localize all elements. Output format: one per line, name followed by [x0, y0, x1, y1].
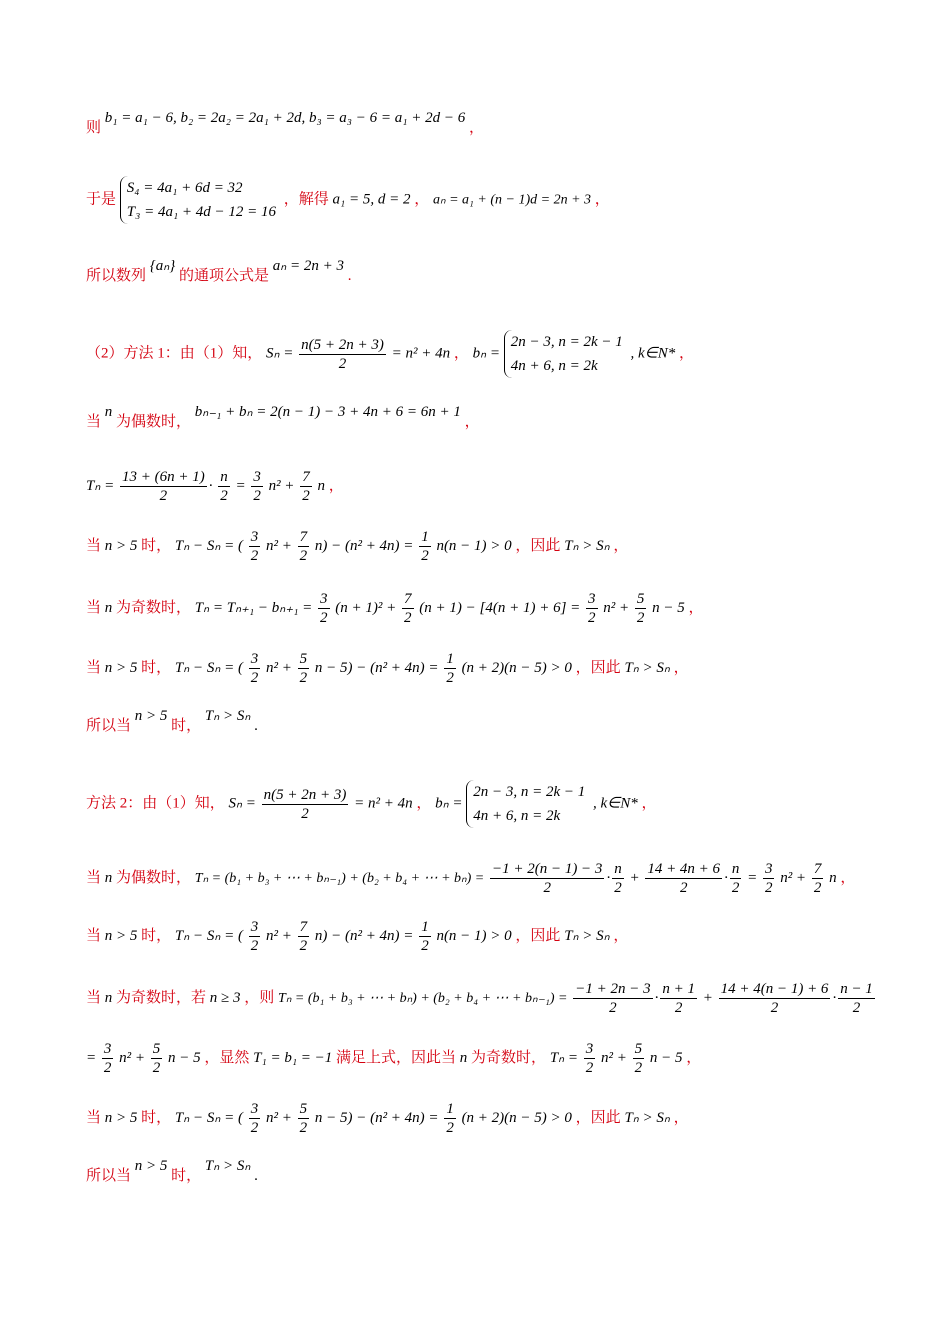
line-4-label: （2）方法 1：由（1）知， [86, 345, 263, 362]
line-16-label: 当 [86, 1109, 102, 1126]
fraction [249, 650, 261, 687]
fraction [635, 590, 647, 627]
fraction-numerator: n(5 + 2n + 3) [301, 336, 384, 353]
line-3-mid: 的通项公式是 [179, 268, 270, 284]
fraction [444, 650, 456, 687]
equals-sign: = [235, 477, 246, 494]
line-11-math: Sₙ = [228, 795, 256, 812]
result: Tₙ > Sₙ [624, 659, 670, 676]
fraction-numerator: 3 [585, 1041, 594, 1057]
line-4-tail: ， [679, 345, 695, 362]
line-11-label: 方法 2：由（1）知， [86, 795, 225, 812]
fraction [298, 650, 310, 687]
term: (n + 2)(n − 5) > 0 [461, 659, 572, 676]
line-12-label: 当 [86, 869, 102, 886]
line-7-mid: 时， [141, 537, 172, 554]
line-2-mid: ，解得 [283, 191, 329, 208]
condition: n > 5 [134, 1158, 168, 1174]
line-5-label: 当 [86, 414, 102, 430]
equals-sign: = [86, 1049, 97, 1066]
line-9-tail: ， [673, 659, 689, 676]
dot-op: · [208, 477, 213, 494]
line-15 [86, 1040, 701, 1077]
fraction-denominator: 2 [679, 880, 688, 896]
line-2-tail: ， [594, 191, 610, 208]
line-3-label: 所以数列 [86, 268, 147, 284]
fraction-denominator: 2 [404, 610, 412, 626]
fraction [298, 918, 310, 955]
fraction [719, 980, 831, 1017]
result: Tₙ > Sₙ [624, 1109, 670, 1126]
line-2-math2: aₙ = a₁ + (n − 1)d = 2n + 3 [433, 192, 592, 208]
plus-sign: + [629, 869, 640, 886]
term: n [829, 869, 837, 886]
fraction-denominator: 2 [634, 1060, 643, 1076]
line-1-label: 则 [86, 120, 102, 136]
line-7-label: 当 [86, 537, 102, 554]
line-5-mid: 为偶数时， [116, 414, 192, 430]
line-17-tail: . [254, 1168, 258, 1184]
term: n(n − 1) > 0 [436, 927, 512, 944]
term: n² + [603, 599, 630, 616]
line-6 [86, 468, 344, 505]
fraction [318, 590, 330, 627]
fraction-numerator: 7 [813, 861, 822, 877]
fraction [249, 918, 261, 955]
line-4-math3: bₙ = [472, 345, 500, 362]
condition: n > 5 [134, 708, 168, 724]
line-11-mid: ， [416, 795, 432, 812]
line-5 [86, 404, 480, 432]
fraction-denominator: 2 [250, 938, 259, 954]
line-9-mid: 时， [141, 659, 172, 676]
fraction [633, 1040, 645, 1077]
line-8-label: 当 [86, 599, 102, 616]
fraction-denominator: 2 [764, 880, 773, 896]
fraction [419, 528, 431, 565]
line-10 [86, 708, 258, 736]
result: Tₙ > Sₙ [564, 537, 610, 554]
fraction-denominator: 2 [250, 548, 259, 564]
term: n² + [265, 927, 292, 944]
fraction-numerator: 3 [103, 1041, 112, 1057]
line-16-lhs: Tₙ − Sₙ = ( [174, 1109, 243, 1126]
fraction-denominator: 2 [421, 548, 429, 564]
fraction [645, 860, 722, 897]
term: n − 5 [649, 1049, 683, 1066]
fraction [299, 336, 386, 373]
term: n² + [265, 1109, 292, 1126]
result: Tₙ > Sₙ [204, 708, 251, 724]
line-9-lhs: Tₙ − Sₙ = ( [174, 659, 243, 676]
line-17-mid: 时， [171, 1168, 202, 1184]
fraction-numerator: 5 [152, 1041, 161, 1057]
line-16-mid2: ，因此 [575, 1109, 621, 1126]
term: n − 5) − (n² + 4n) = [314, 1109, 439, 1126]
condition: n > 5 [104, 1109, 138, 1126]
line-8-mid: 为奇数时， [116, 599, 192, 616]
fraction [249, 1100, 261, 1137]
line-6-lhs: Tₙ = [86, 477, 115, 494]
system-row-2: 4n + 6, n = 2k [510, 358, 598, 374]
term: n − 5 [168, 1049, 201, 1066]
line-2-label: 于是 [86, 191, 117, 208]
line-7-tail: ， [613, 537, 629, 554]
fraction-numerator: 5 [636, 591, 645, 607]
line-13 [86, 918, 628, 955]
line-14-label: 当 [86, 989, 102, 1006]
system-row-1: 2n − 3, n = 2k − 1 [473, 784, 586, 800]
fraction [812, 860, 824, 897]
fraction [102, 1040, 114, 1077]
line-17 [86, 1158, 258, 1186]
system-row-1: S₄ = 4a₁ + 6d = 32 [126, 180, 243, 196]
fraction-numerator: n [614, 861, 622, 877]
term: n² + [265, 659, 292, 676]
fraction-denominator: 2 [731, 880, 740, 896]
fraction-denominator: 2 [770, 1000, 779, 1016]
fraction [490, 860, 604, 897]
line-14-mid2: ，则 [244, 989, 275, 1006]
fraction-numerator: 14 + 4(n − 1) + 6 [720, 981, 829, 997]
fraction-denominator: 2 [299, 548, 308, 564]
dot-op: · [832, 989, 837, 1006]
line-13-tail: ， [613, 927, 629, 944]
condition: n > 5 [104, 659, 138, 676]
fraction-denominator: 2 [636, 610, 645, 626]
line-13-label: 当 [86, 927, 102, 944]
fraction-numerator: 3 [250, 919, 259, 935]
fraction-numerator: 5 [634, 1041, 643, 1057]
line-11-tail: ， [641, 795, 657, 812]
fraction [444, 1100, 456, 1137]
line-12-tail: ， [840, 869, 856, 886]
term: n) − (n² + 4n) = [314, 927, 414, 944]
dot-op: · [606, 869, 611, 886]
line-2-mid2: ， [414, 191, 430, 208]
line-8 [86, 590, 704, 627]
line-8-lhs: Tₙ = Tₙ₊₁ − bₙ₊₁ = [194, 599, 313, 616]
line-10-tail: . [254, 718, 258, 734]
line-1 [86, 110, 484, 138]
line-16-mid: 时， [141, 1109, 172, 1126]
fraction [730, 860, 742, 897]
line-17-label: 所以当 [86, 1168, 132, 1184]
line-11-math4: , k∈N* [593, 795, 638, 812]
fraction [660, 980, 697, 1017]
line-1-tail: ， [468, 120, 484, 136]
fraction-numerator: 3 [320, 591, 328, 607]
fraction-numerator: 1 [446, 651, 454, 667]
line-15-math: T₁ = b₁ = −1 [253, 1049, 333, 1066]
line-9-label: 当 [86, 659, 102, 676]
line-12 [86, 860, 855, 897]
fraction [612, 860, 624, 897]
line-16 [86, 1100, 689, 1137]
fraction [262, 786, 349, 823]
fraction-denominator: 2 [299, 1120, 308, 1136]
line-14-var: n [104, 989, 113, 1006]
line-8-var: n [104, 599, 113, 616]
line-3 [86, 258, 352, 286]
fraction-numerator: 3 [253, 469, 261, 485]
fraction [419, 918, 431, 955]
dot-op: · [654, 989, 659, 1006]
fraction-denominator: 2 [421, 938, 429, 954]
equation-system [120, 176, 276, 224]
fraction [249, 528, 261, 565]
fraction [298, 528, 310, 565]
condition: n ≥ 3 [209, 989, 241, 1006]
condition: n > 5 [104, 927, 138, 944]
line-5-math: bₙ₋₁ + bₙ = 2(n − 1) − 3 + 4n + 6 = 6n + 1 [194, 404, 461, 420]
line-4-math4: , k∈N* [630, 345, 676, 362]
fraction [251, 468, 263, 505]
line-8-tail: ， [688, 599, 704, 616]
fraction-denominator: 2 [159, 488, 168, 504]
fraction-numerator: 7 [404, 591, 412, 607]
line-10-mid: 时， [171, 718, 202, 734]
fraction-numerator: 1 [421, 919, 429, 935]
line-7 [86, 528, 628, 565]
fraction [763, 860, 775, 897]
line-7-mid2: ，因此 [515, 537, 561, 554]
system-row-2: T₃ = 4a₁ + 4d − 12 = 16 [126, 204, 277, 220]
fraction-denominator: 2 [301, 805, 309, 822]
fraction-denominator: 2 [250, 670, 259, 686]
term: n(n − 1) > 0 [436, 537, 512, 554]
line-4 [86, 330, 694, 378]
fraction [300, 468, 312, 505]
fraction-numerator: 5 [299, 1101, 308, 1117]
fraction-denominator: 2 [302, 488, 310, 504]
fraction-denominator: 2 [299, 938, 308, 954]
line-11 [86, 780, 657, 828]
term: (n + 2)(n − 5) > 0 [461, 1109, 572, 1126]
term: n² + [601, 1049, 627, 1066]
term: n² + [265, 537, 292, 554]
line-2-math: a₁ = 5, d = 2 [332, 191, 411, 208]
line-5-var: n [104, 404, 113, 420]
fraction [402, 590, 414, 627]
term: n² + [119, 1049, 145, 1066]
fraction-numerator: n − 1 [840, 981, 873, 997]
fraction [586, 590, 598, 627]
line-15-tail: ， [686, 1049, 702, 1066]
line-13-mid2: ，因此 [515, 927, 561, 944]
line-1-math: b₁ = a₁ − 6, b₂ = 2a₂ = 2a₁ + 2d, b₃ = a₃ − 6 = a₁ + 2d − 6 [104, 110, 466, 126]
line-5-tail: ， [464, 414, 480, 430]
line-4-math: Sₙ = [266, 345, 294, 362]
system-row-1: 2n − 3, n = 2k − 1 [510, 334, 623, 350]
line-16-tail: ， [673, 1109, 689, 1126]
fraction-numerator: n + 1 [662, 981, 695, 997]
line-3-tail: . [347, 268, 352, 284]
fraction-numerator: 3 [588, 591, 596, 607]
dot-op: · [724, 869, 728, 886]
term: n² + [780, 869, 807, 886]
line-14-mid: 为奇数时，若 [116, 989, 207, 1006]
line-15-mid2: 满足上式，因此当 [336, 1049, 457, 1066]
line-12-mid: 为偶数时， [116, 869, 192, 886]
result: Tₙ > Sₙ [564, 927, 610, 944]
fraction-denominator: 2 [813, 880, 822, 896]
line-4-mid: ， [453, 345, 469, 362]
fraction [218, 468, 230, 505]
term: (n + 1) − [4(n + 1) + 6] = [419, 599, 581, 616]
line-4-math2: = n² + 4n [391, 345, 451, 362]
line-6-tail: ， [328, 477, 344, 494]
fraction-denominator: 2 [299, 670, 308, 686]
line-2 [86, 176, 610, 224]
fraction-denominator: 2 [103, 1060, 112, 1076]
condition: n > 5 [104, 537, 138, 554]
fraction-denominator: 2 [543, 880, 551, 896]
fraction-denominator: 2 [250, 1120, 259, 1136]
line-14 [86, 980, 877, 1017]
fraction-numerator: −1 + 2n − 3 [575, 981, 651, 997]
line-15-mid3: 为奇数时， [471, 1049, 547, 1066]
piecewise-system [504, 330, 623, 378]
fraction [298, 1100, 310, 1137]
line-15-var: n [459, 1049, 468, 1066]
fraction-denominator: 2 [446, 670, 454, 686]
fraction-numerator: 3 [250, 529, 259, 545]
term: n [317, 477, 325, 494]
line-11-math3: bₙ = [435, 795, 463, 812]
line-7-lhs: Tₙ − Sₙ = ( [174, 537, 243, 554]
result: Tₙ > Sₙ [204, 1158, 251, 1174]
term: (n + 1)² + [335, 599, 397, 616]
fraction-numerator: 13 + (6n + 1) [121, 469, 205, 485]
fraction-numerator: n [220, 469, 228, 485]
fraction-denominator: 2 [220, 488, 228, 504]
fraction-numerator: n(5 + 2n + 3) [263, 786, 347, 803]
fraction-denominator: 2 [320, 610, 328, 626]
term: n) − (n² + 4n) = [314, 537, 414, 554]
piecewise-system [466, 780, 585, 828]
line-3-math: {aₙ} [149, 258, 176, 274]
fraction-numerator: n [731, 861, 740, 877]
line-9 [86, 650, 689, 687]
line-13-mid: 时， [141, 927, 172, 944]
term: n − 5) − (n² + 4n) = [314, 659, 439, 676]
line-15-lhs: Tₙ = [549, 1049, 579, 1066]
fraction-denominator: 2 [338, 355, 347, 372]
line-9-mid2: ，因此 [575, 659, 621, 676]
fraction-numerator: 7 [299, 919, 308, 935]
fraction-denominator: 2 [253, 488, 261, 504]
fraction-denominator: 2 [446, 1120, 454, 1136]
term: n² + [268, 477, 295, 494]
fraction-denominator: 2 [152, 1060, 161, 1076]
fraction-numerator: 5 [299, 651, 308, 667]
fraction-numerator: 1 [421, 529, 429, 545]
line-3-math2: aₙ = 2n + 3 [272, 258, 344, 274]
fraction-denominator: 2 [614, 880, 622, 896]
line-14-lhs: Tₙ = (b₁ + b₃ + ⋯ + bₙ) + (b₂ + b₄ + ⋯ + bₙ₋₁) = [278, 990, 568, 1006]
plus-sign: + [702, 989, 713, 1006]
fraction-numerator: 3 [250, 651, 259, 667]
fraction-denominator: 2 [585, 1060, 594, 1076]
fraction [151, 1040, 163, 1077]
line-11-math2: = n² + 4n [354, 795, 413, 812]
line-15-mid: ，显然 [204, 1049, 250, 1066]
term: n − 5 [652, 599, 685, 616]
fraction-numerator: 7 [302, 469, 310, 485]
line-12-var: n [104, 869, 113, 886]
fraction-denominator: 2 [609, 1000, 617, 1016]
line-12-lhs: Tₙ = (b₁ + b₃ + ⋯ + bₙ₋₁) + (b₂ + b₄ + ⋯ + bₙ) = [194, 870, 485, 886]
fraction-numerator: 3 [250, 1101, 259, 1117]
line-13-lhs: Tₙ − Sₙ = ( [174, 927, 243, 944]
fraction [838, 980, 875, 1017]
fraction [584, 1040, 596, 1077]
fraction [120, 468, 207, 505]
fraction-denominator: 2 [852, 1000, 861, 1016]
fraction-numerator: 7 [299, 529, 308, 545]
fraction-denominator: 2 [588, 610, 596, 626]
system-row-2: 4n + 6, n = 2k [473, 808, 561, 824]
equals-sign: = [747, 869, 758, 886]
fraction-numerator: −1 + 2(n − 1) − 3 [491, 861, 603, 877]
fraction-numerator: 14 + 4n + 6 [647, 861, 721, 877]
fraction-numerator: 1 [446, 1101, 454, 1117]
fraction [573, 980, 652, 1017]
line-10-label: 所以当 [86, 718, 132, 734]
fraction-denominator: 2 [674, 1000, 683, 1016]
fraction-numerator: 3 [764, 861, 773, 877]
